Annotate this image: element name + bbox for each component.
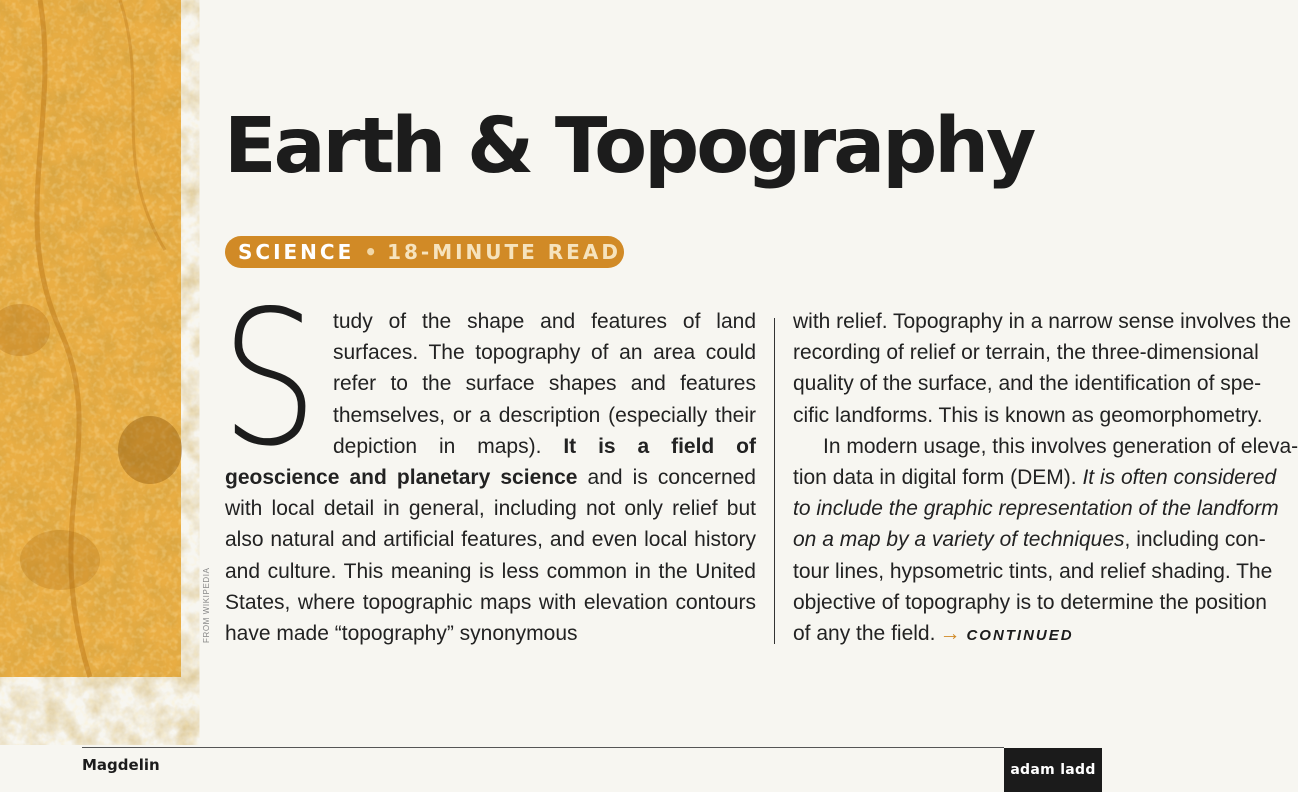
image-credit: FROM WIKIPEDIA — [202, 567, 211, 643]
body-line: quality of the surface, and the identification of spe- — [793, 372, 1262, 396]
topography-texture-image — [0, 0, 181, 677]
body-text: and is concerned with local detail in general, including not only relief but also natural and artificial features, and even local history and culture. This meaning is less common in the United States, where topographic maps with elevation contours have made “topography” synonymous — [225, 466, 756, 646]
article-title: Earth & Topography — [224, 102, 1034, 191]
separator-dot: • — [364, 240, 378, 264]
footer-rule — [82, 747, 1004, 748]
continued-link[interactable]: CONTINUED — [966, 627, 1074, 645]
body-line: In modern usage, this involves generation of eleva- — [823, 434, 1298, 458]
body-text: , including con- — [1124, 528, 1266, 552]
article-column-1 — [221, 270, 756, 649]
brand-logo[interactable]: adam ladd — [1004, 748, 1102, 792]
article-column-2 — [793, 306, 1298, 651]
font-name-label: Magdelin — [82, 756, 160, 774]
body-text: tion data in digital form (DEM). — [793, 466, 1083, 490]
body-line: tour lines, hypsometric tints, and relief shading. The — [793, 559, 1273, 583]
body-line: cific landforms. This is known as geomorphometry. — [793, 403, 1263, 427]
body-text-italic: to include the graphic representation of the landform — [793, 497, 1279, 521]
body-text: tudy of the shape and features of land surfaces. The topography of an area could refer to the surface shapes and features themselves, or a description (especially their depiction in maps). — [333, 310, 756, 458]
body-line: objective of topography is to determine the position — [793, 590, 1267, 614]
body-text-italic: It is often considered — [1082, 466, 1277, 490]
drop-cap: S — [221, 270, 318, 487]
column-divider — [774, 318, 775, 644]
category-badge — [225, 236, 624, 268]
category-label: SCIENCE — [238, 240, 355, 264]
body-text-italic: on a map by a variety of techniques — [793, 528, 1125, 552]
body-line — [793, 618, 1223, 651]
body-line: recording of relief or terrain, the three-dimensional — [793, 341, 1259, 365]
body-line — [793, 462, 1277, 493]
read-time-label: 18-MINUTE READ — [387, 240, 621, 264]
body-line — [793, 493, 1279, 524]
body-line: with relief. Topography in a narrow sense involves the — [793, 310, 1292, 333]
body-text: of any the field. — [793, 622, 936, 646]
body-line — [793, 524, 1266, 555]
arrow-icon: → — [939, 622, 961, 646]
body-text-bold: It is a field of geoscience and planetary science — [225, 434, 756, 490]
